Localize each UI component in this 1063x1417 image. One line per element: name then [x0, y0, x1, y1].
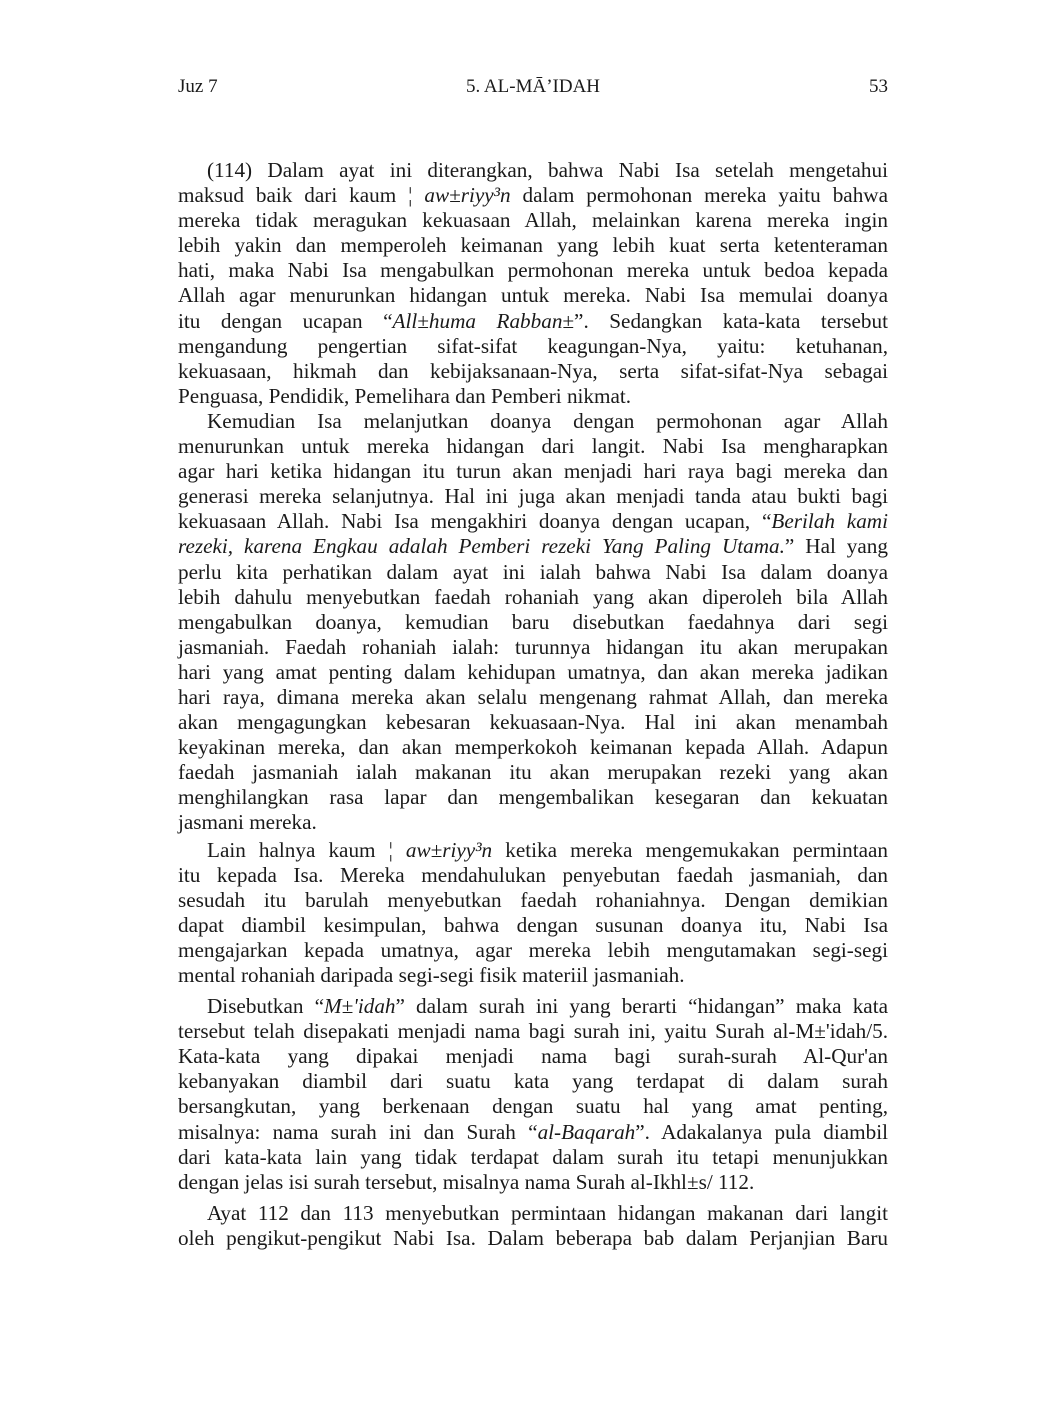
text-line — [178, 1069, 888, 1094]
text-segment: itu dengan ucapan “ — [178, 308, 393, 333]
text-segment: kekuasaan Allah. Nabi Isa mengakhiri doanya dengan ucapan, “ — [178, 509, 772, 534]
italic-term: rezeki, karena Engkau adalah Pemberi rezeki Yang Paling Utama. — [178, 534, 785, 559]
text-segment: Disebutkan “ — [207, 994, 325, 1019]
text-segment: mereka tidak meragukan kekuasaan Allah, melainkan karena mereka ingin — [178, 208, 888, 233]
text-line — [178, 1170, 888, 1195]
text-segment: dapat diambil kesimpulan, bahwa dengan susunan doanya itu, Nabi Isa — [178, 912, 888, 937]
text-line — [178, 760, 888, 785]
text-segment: ” dalam surah ini yang berarti “hidangan” maka kata — [395, 994, 888, 1019]
text-line — [178, 233, 888, 258]
text-segment: akan mengagungkan kebesaran kekuasaan-Nya. Hal ini akan menambah — [178, 710, 888, 735]
page-number: 53 — [869, 76, 888, 97]
text-line — [178, 963, 888, 988]
text-segment: oleh pengikut-pengikut Nabi Isa. Dalam beberapa bab dalam Perjanjian Baru — [178, 1225, 888, 1250]
text-line — [178, 913, 888, 938]
text-line — [178, 509, 888, 534]
text-segment: maksud baik dari kaum ¦ — [178, 183, 425, 208]
text-segment: kebanyakan diambil dari suatu kata yang terdapat di dalam surah — [178, 1069, 888, 1094]
text-segment: tersebut telah disepakati menjadi nama bagi surah ini, yaitu Surah al-M±'idah/5. — [178, 1019, 888, 1044]
italic-term: aw±riyy³n — [424, 183, 511, 208]
text-segment: Ayat 112 dan 113 menyebutkan permintaan hidangan makanan dari langit — [207, 1200, 888, 1225]
text-segment: hati, maka Nabi Isa mengabulkan permohonan mereka untuk bedoa kepada — [178, 258, 888, 283]
text-segment: menurunkan untuk mereka hidangan dari langit. Nabi Isa mengharapkan — [178, 434, 888, 459]
paragraph — [178, 409, 888, 836]
text-line — [178, 409, 888, 434]
paragraph — [178, 838, 888, 989]
paragraph — [178, 1201, 888, 1251]
text-line — [178, 938, 888, 963]
text-line — [178, 863, 888, 888]
text-segment: perlu kita perhatikan dalam ayat ini ialah bahwa Nabi Isa dalam doanya — [178, 559, 888, 584]
text-line — [178, 1120, 888, 1145]
text-line — [178, 735, 888, 760]
text-line — [178, 309, 888, 334]
text-segment: mengajarkan kepada umatnya, agar mereka lebih mengutamakan segi-segi — [178, 937, 888, 962]
text-segment: Allah agar menurunkan hidangan untuk mereka. Nabi Isa memulai doanya — [178, 283, 888, 308]
text-segment: generasi mereka selanjutnya. Hal ini juga akan menjadi tanda atau bukti bagi — [178, 484, 888, 509]
text-segment: misalnya: nama surah ini dan Surah “ — [178, 1119, 538, 1144]
text-segment: (114) Dalam ayat ini diterangkan, bahwa Nabi Isa setelah mengetahui — [207, 158, 888, 182]
italic-term: M±'idah — [324, 994, 396, 1019]
surah-title: 5. AL-MĀ’IDAH — [465, 76, 601, 97]
text-segment: kekuasaan, hikmah dan kebijaksanaan-Nya, serta sifat-sifat-Nya sebagai — [178, 358, 888, 383]
text-segment: dalam permohonan mereka yaitu bahwa — [510, 183, 888, 208]
text-segment: bersangkutan, yang berkenaan dengan suatu hal yang amat penting, — [178, 1094, 888, 1119]
text-segment: Penguasa, Pendidik, Pemelihara dan Pemberi nikmat. — [178, 383, 632, 408]
text-line — [178, 635, 888, 660]
text-line — [178, 1019, 888, 1044]
text-line — [178, 208, 888, 233]
text-line — [178, 359, 888, 384]
text-line — [178, 710, 888, 735]
text-segment: hari raya, dimana mereka akan selalu mengenang rahmat Allah, dan mereka — [178, 684, 888, 709]
text-line — [178, 183, 888, 208]
paragraph — [178, 994, 888, 1195]
text-segment: ” Hal yang — [784, 534, 888, 559]
text-line — [178, 434, 888, 459]
text-line — [178, 1145, 888, 1170]
juz-label: Juz 7 — [178, 76, 218, 97]
text-line — [178, 534, 888, 559]
text-line — [178, 685, 888, 710]
text-line — [178, 1044, 888, 1069]
text-line — [178, 1201, 888, 1226]
text-segment: dengan jelas isi surah tersebut, misalnya nama Surah al-Ikhl±s/ 112. — [178, 1169, 755, 1194]
italic-term: All±huma Rabban± — [392, 308, 575, 333]
text-segment: jasmaniah. Faedah rohaniah ialah: turunnya hidangan itu akan merupakan — [178, 634, 888, 659]
body-text — [178, 158, 888, 1251]
text-line — [178, 994, 888, 1019]
text-segment: agar hari ketika hidangan itu turun akan menjadi hari raya bagi mereka dan — [178, 459, 888, 484]
text-segment: lebih yakin dan memperoleh keimanan yang lebih kuat serta ketenteraman — [178, 233, 888, 258]
text-line — [178, 384, 888, 409]
text-segment: ”. Adakalanya pula diambil — [635, 1119, 889, 1144]
italic-term: al-Baqarah — [537, 1119, 636, 1144]
text-line — [178, 810, 888, 835]
text-segment: mengabulkan doanya, kemudian baru disebutkan faedahnya dari segi — [178, 609, 888, 634]
italic-term: Berilah kami — [771, 509, 888, 534]
text-segment: lebih dahulu menyebutkan faedah rohaniah yang akan diperoleh bila Allah — [178, 584, 888, 609]
text-line — [178, 838, 888, 863]
text-line — [178, 560, 888, 585]
text-line — [178, 888, 888, 913]
text-segment: faedah jasmaniah ialah makanan itu akan merupakan rezeki yang akan — [178, 760, 888, 785]
text-segment: jasmani mereka. — [178, 810, 317, 835]
text-segment: menghilangkan rasa lapar dan mengembalikan kesegaran dan kekuatan — [178, 785, 888, 810]
text-line — [178, 660, 888, 685]
text-segment: Lain halnya kaum ¦ — [207, 837, 406, 862]
text-segment: itu kepada Isa. Mereka mendahulukan penyebutan faedah jasmaniah, dan — [178, 862, 888, 887]
text-segment: dari kata-kata lain yang tidak terdapat dalam surah itu tetapi menunjukkan — [178, 1144, 888, 1169]
text-segment: mengandung pengertian sifat-sifat keagungan-Nya, yaitu: ketuhanan, — [178, 333, 888, 358]
text-line — [178, 585, 888, 610]
text-segment: sesudah itu barulah menyebutkan faedah rohaniahnya. Dengan demikian — [178, 887, 888, 912]
text-line — [178, 1094, 888, 1119]
text-line — [178, 334, 888, 359]
text-line — [178, 283, 888, 308]
paragraph — [178, 158, 888, 409]
text-segment: ”. Sedangkan kata-kata tersebut — [574, 308, 889, 333]
italic-term: aw±riyy³n — [405, 837, 493, 862]
text-line — [178, 459, 888, 484]
text-line — [178, 610, 888, 635]
text-line — [178, 484, 888, 509]
text-line — [178, 158, 888, 183]
text-line — [178, 1226, 888, 1251]
text-segment: ketika mereka mengemukakan permintaan — [492, 837, 888, 862]
text-segment: hari yang amat penting dalam kehidupan umatnya, dan akan mereka jadikan — [178, 659, 888, 684]
text-segment: Kata-kata yang dipakai menjadi nama bagi surah-surah Al-Qur'an — [178, 1044, 888, 1069]
text-line — [178, 258, 888, 283]
text-segment: mental rohaniah daripada segi-segi fisik materiil jasmaniah. — [178, 963, 685, 987]
text-line — [178, 785, 888, 810]
running-header — [178, 76, 888, 102]
text-segment: Kemudian Isa melanjutkan doanya dengan permohonan agar Allah — [207, 408, 888, 433]
text-segment: keyakinan mereka, dan akan memperkokoh keimanan kepada Allah. Adapun — [178, 735, 888, 760]
